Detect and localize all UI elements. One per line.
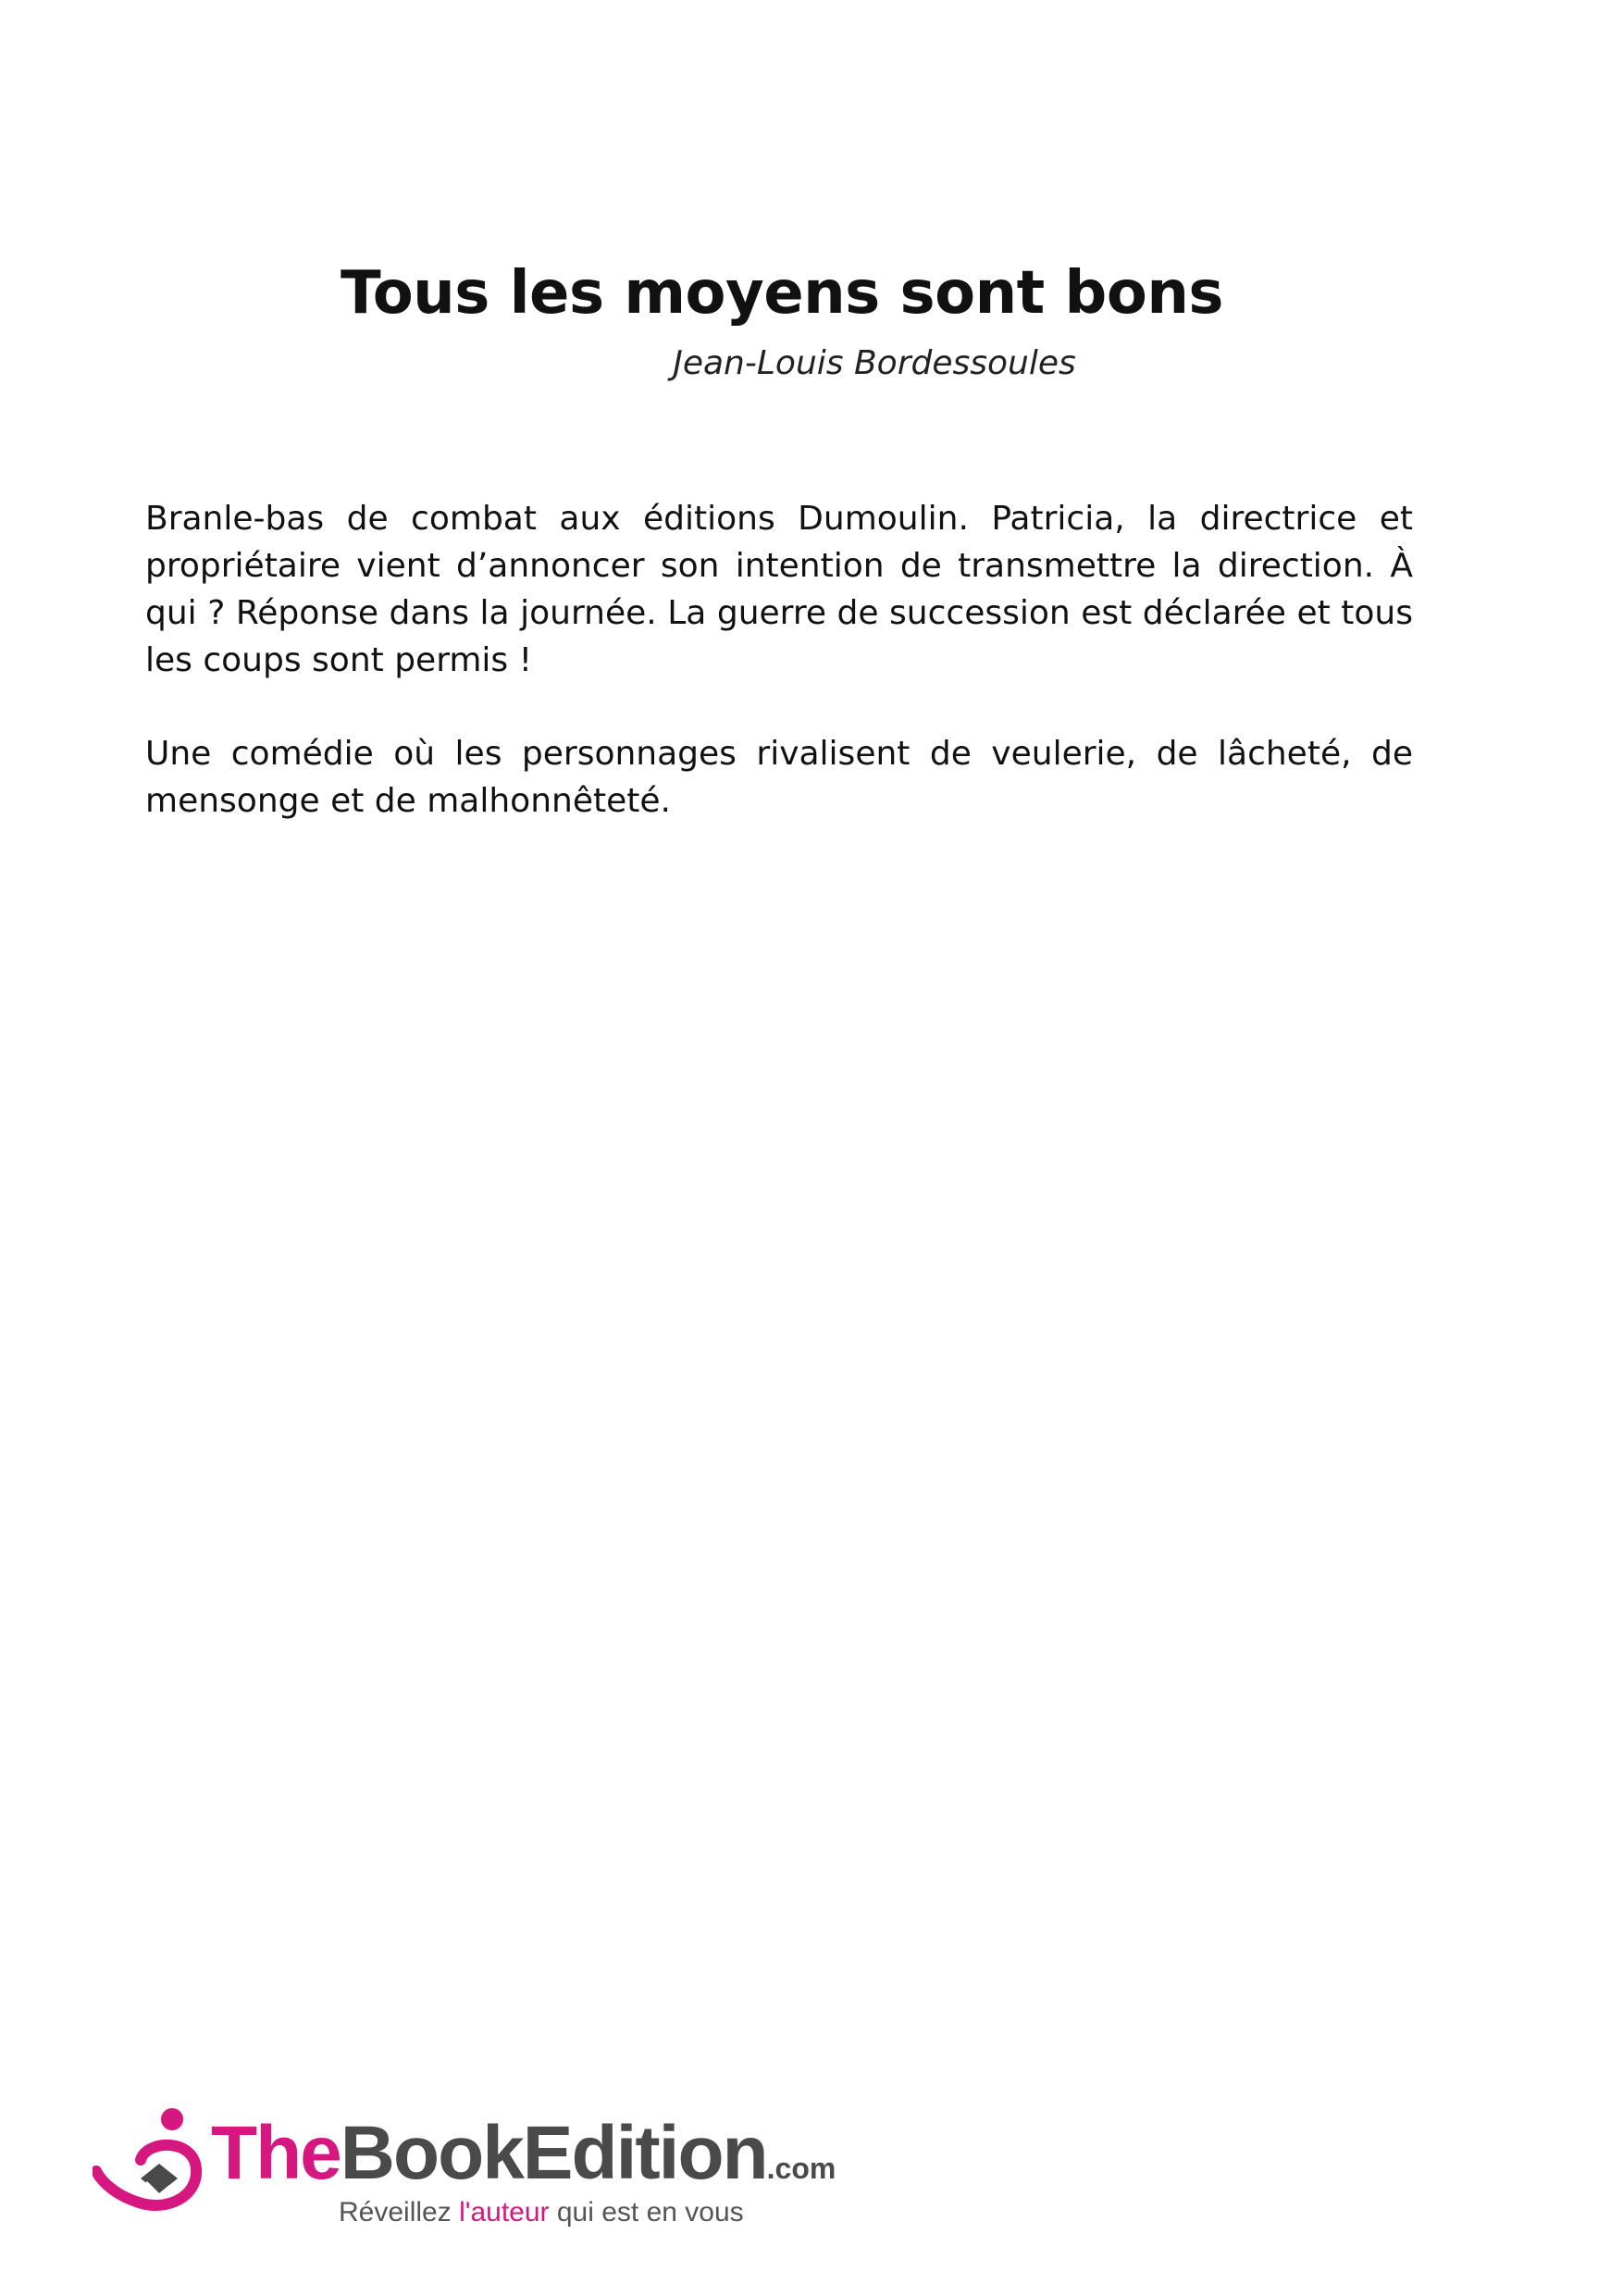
tagline-start: Réveillez [339,2197,460,2228]
book-title: Tous les moyens sont bons [341,259,1223,328]
synopsis [145,495,1413,871]
publisher-name-bookedition: BookEdition [340,2111,767,2195]
publisher-tagline [339,2197,744,2228]
synopsis-paragraph: Une comédie où les personnages rivalisent de veulerie, de lâcheté, de mensonge et de malhonnêteté. [145,735,1413,820]
publisher-name-the: The [211,2111,341,2195]
publisher-wordmark [211,2111,836,2195]
tagline-end: qui est en vous [549,2197,744,2228]
publisher-domain-suffix: .com [766,2152,836,2185]
book-author: Jean-Louis Bordessoules [673,344,1076,382]
publisher-logo-icon [93,2093,213,2232]
publisher-logo [93,2093,836,2232]
synopsis-paragraph: Branle-bas de combat aux éditions Dumoulin. Patricia, la directrice et propriétaire vient d’annoncer son intention de transmettre la direction. À qui ? Réponse dans la journée. La guerre de succession est déclarée et tous les coups sont permis ! [145,500,1413,679]
tagline-accent: l'auteur [459,2197,550,2228]
